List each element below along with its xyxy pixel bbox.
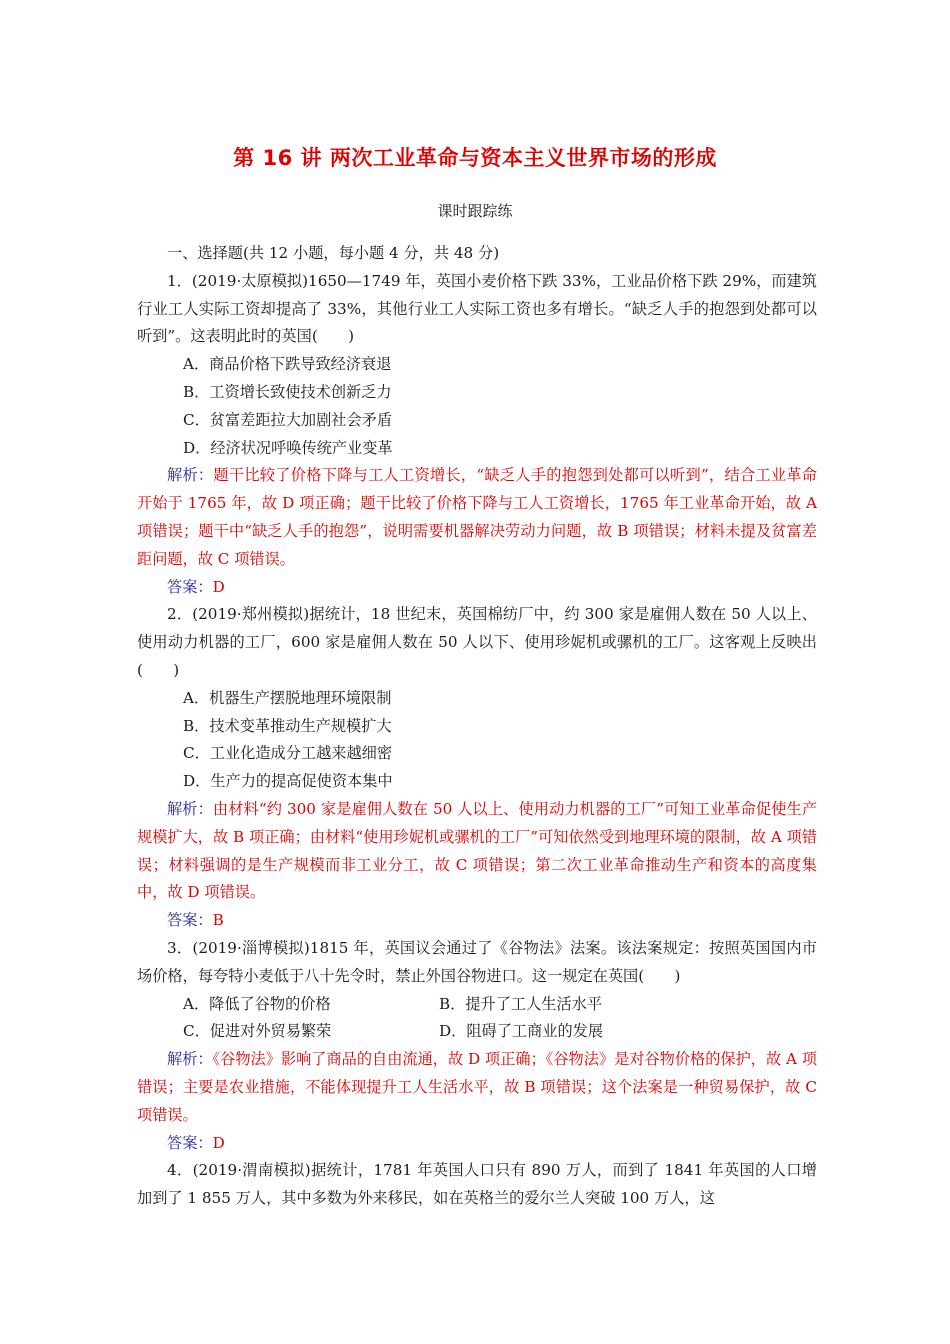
option-3c: C．促进对外贸易繁荣 <box>183 1022 332 1041</box>
page-subtitle: 课时跟踪练 <box>437 202 513 220</box>
option-3b: B．提升了工人生活水平 <box>439 994 603 1013</box>
option-2b: B．技术变革推动生产规模扩大 <box>183 716 392 735</box>
question-stem-3: 3．(2019·淄博模拟)1815 年，英国议会通过了《谷物法》法案。该法案规定：按照英国国内市场价格，每夸特小麦低于八十先令时，禁止外国谷物进口。这一规定在英国( ) <box>137 938 817 985</box>
answer-label: 答案： <box>167 1133 213 1152</box>
answer-value: B <box>212 911 224 930</box>
answer-value: D <box>212 1133 225 1152</box>
option-1d: D．经济状况呼唤传统产业变革 <box>183 438 393 457</box>
answer-1 <box>137 574 817 602</box>
analysis-3 <box>137 1046 817 1129</box>
option-row-3-2 <box>137 1018 817 1046</box>
option-3d: D．阻碍了工商业的发展 <box>439 1022 604 1041</box>
option-row-3-1 <box>137 991 817 1019</box>
option-1b: B．工资增长致使技术创新乏力 <box>183 382 392 401</box>
answer-2 <box>137 907 817 935</box>
option-2d: D．生产力的提高促使资本集中 <box>183 772 393 791</box>
document-body <box>137 240 817 1213</box>
option-2c: C．工业化造成分工越来越细密 <box>183 744 393 763</box>
analysis-label: 解析： <box>167 1050 213 1069</box>
answer-label: 答案： <box>167 577 213 596</box>
analysis-text: 题干比较了价格下降与工人工资增长，“缺乏人手的抱怨到处都可以听到”，结合工业革命开始于 1765 年，故 D 项正确；题干比较了价格下降与工人工资增长，1765 年工业革命开始，故 A 项错误；题干中“缺乏人手的抱怨”，说明需要机器解决劳动力问题，故 B 项错误；材料未提及贫富差距问题，故 C 项错误。 <box>137 466 817 568</box>
question-stem-4: 4．(2019·渭南模拟)据统计，1781 年英国人口只有 890 万人，而到了 1841 年英国的人口增加到了 1 855 万人，其中多数为外来移民，如在英格兰的爱尔兰人突破 100 万人，这 <box>137 1161 817 1208</box>
analysis-label: 解析： <box>167 799 213 818</box>
analysis-text: 由材料“约 300 家是雇佣人数在 50 人以上、使用动力机器的工厂”可知工业革命促使生产规模扩大，故 B 项正确；由材料“使用珍妮机或骡机的工厂”可知依然受到地理环境的限制，故 A 项错误；材料强调的是生产规模而非工业分工，故 C 项错误；第二次工业革命推动生产和资本的高度集中，故 D 项错误。 <box>137 799 818 902</box>
page-title: 第 16 讲 两次工业革命与资本主义世界市场的形成 <box>233 146 717 170</box>
option-1c: C．贫富差距拉大加剧社会矛盾 <box>183 410 393 429</box>
analysis-text: 《谷物法》影响了商品的自由流通，故 D 项正确；《谷物法》是对谷物价格的保护，故 A 项错误；主要是农业措施，不能体现提升工人生活水平，故 B 项错误；这个法案是一种贸易保护，故 C 项错误。 <box>137 1050 818 1124</box>
option-1a: A．商品价格下跌导致经济衰退 <box>183 355 392 374</box>
answer-label: 答案： <box>167 911 213 930</box>
answer-value: D <box>212 577 225 596</box>
question-stem-1: 1．(2019·太原模拟)1650—1749 年，英国小麦价格下跌 33%，工业品价格下跌 29%，而建筑行业工人实际工资却提高了 33%，其他行业工人实际工资也多有增长。“缺乏人手的抱怨到处都可以听到”。这表明此时的英国( ) <box>137 271 817 346</box>
option-2a: A．机器生产摆脱地理环境限制 <box>183 688 392 707</box>
section-heading: 一、选择题(共 12 小题，每小题 4 分，共 48 分) <box>167 244 500 262</box>
analysis-label: 解析： <box>167 466 214 485</box>
question-stem-2: 2．(2019·郑州模拟)据统计，18 世纪末，英国棉纺厂中，约 300 家是雇佣人数在 50 人以上、使用动力机器的工厂，600 家是雇佣人数在 50 人以下、使用珍妮机或骡机的工厂。这客观上反映出( ) <box>137 605 817 679</box>
analysis-2 <box>137 796 817 907</box>
answer-3 <box>137 1130 817 1158</box>
option-3a: A．降低了谷物的价格 <box>183 994 331 1013</box>
analysis-1 <box>137 462 817 573</box>
